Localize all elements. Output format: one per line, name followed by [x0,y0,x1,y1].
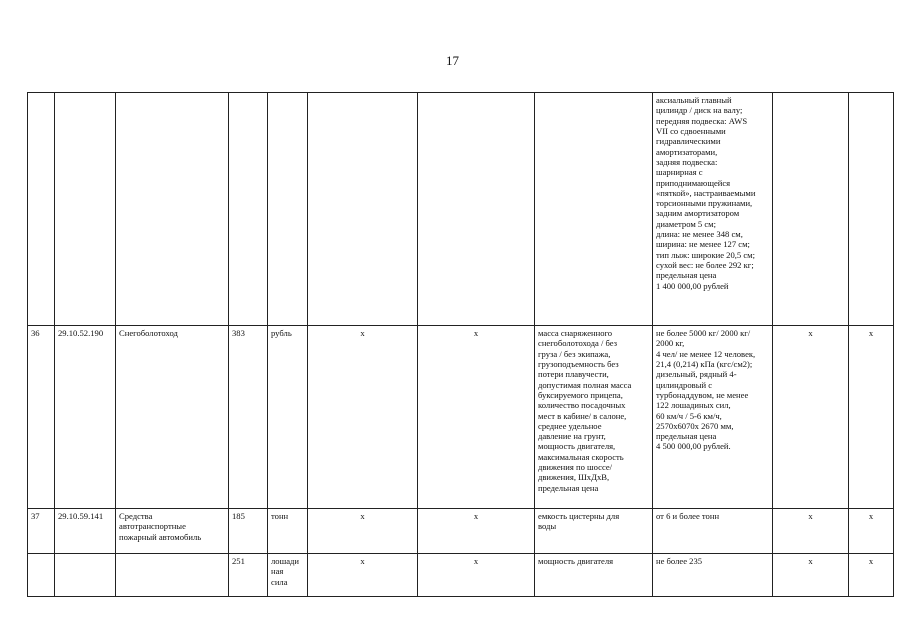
column-11-cell: x [849,554,894,597]
column-7-cell [418,93,535,326]
unit-name-cell: лошади ная сила [268,554,308,597]
item-name-cell: Снегоболотоход [116,326,229,509]
item-name-cell [116,554,229,597]
item-name-cell: Средства автотранспортные пожарный автомобиль [116,509,229,554]
column-7-cell: x [418,554,535,597]
unit-code-cell: 383 [229,326,268,509]
unit-code-cell: 185 [229,509,268,554]
table-row [28,326,894,509]
column-11-cell: x [849,326,894,509]
item-name-cell [116,93,229,326]
characteristic-cell: масса снаряженного снегоболотохода / без груза / без экипажа, грузоподъемность без потери плавучести, допустимая полная масса буксируемого прицепа, количество посадочных мест в кабине/ в салоне, среднее удельное давление на грунт, мощность двигателя, максимальная скорость движения по шоссе/ движения, ШхДхВ, предельная цена [535,326,653,509]
characteristic-cell: мощность двигателя [535,554,653,597]
unit-name-cell: тонн [268,509,308,554]
characteristic-value-cell: не более 5000 кг/ 2000 кг/ 2000 кг, 4 чел/ не менее 12 человек, 21,4 (0,214) кПа (кгс/см2); дизельный, рядный 4- цилиндровый с турбонаддувом, не менее 122 лошадиных сил, 60 км/ч / 5-6 км/ч, 2570х6070х 2670 мм, предельная цена 4 500 000,00 рублей. [653,326,773,509]
column-6-cell: x [308,554,418,597]
column-10-cell: x [773,509,849,554]
column-6-cell: x [308,326,418,509]
row-number-cell: 36 [28,326,55,509]
characteristic-value-cell: от 6 и более тонн [653,509,773,554]
okpd-code-cell: 29.10.59.141 [55,509,116,554]
characteristic-value-cell: аксиальный главный цилиндр / диск на валу; передняя подвеска: AWS VII со сдвоенными гидравлическими амортизаторами, задняя подвеска: шарнирная с приподнимающейся «пяткой», настраиваемыми торсионными пружинами, задним амортизатором диаметром 5 см; длина: не менее 348 см, ширина: не менее 127 см; тип лыж: широкие 20,5 см; сухой вес: не более 292 кг; предельная цена 1 400 000,00 рублей [653,93,773,326]
characteristic-cell: емкость цистерны для воды [535,509,653,554]
characteristic-value-cell: не более 235 [653,554,773,597]
unit-code-cell [229,93,268,326]
unit-code-cell: 251 [229,554,268,597]
row-number-cell: 37 [28,509,55,554]
column-6-cell [308,93,418,326]
column-7-cell: x [418,326,535,509]
row-number-cell [28,93,55,326]
column-10-cell: x [773,554,849,597]
column-11-cell [849,93,894,326]
page-number: 17 [446,53,459,68]
table-row [28,93,894,326]
row-number-cell [28,554,55,597]
column-6-cell: x [308,509,418,554]
characteristic-cell [535,93,653,326]
okpd-code-cell [55,554,116,597]
column-10-cell: x [773,326,849,509]
unit-name-cell [268,93,308,326]
column-10-cell [773,93,849,326]
column-7-cell: x [418,509,535,554]
column-11-cell: x [849,509,894,554]
table-row [28,509,894,554]
unit-name-cell: рубль [268,326,308,509]
table-row [28,554,894,597]
okpd-code-cell: 29.10.52.190 [55,326,116,509]
specification-table [27,92,894,597]
okpd-code-cell [55,93,116,326]
